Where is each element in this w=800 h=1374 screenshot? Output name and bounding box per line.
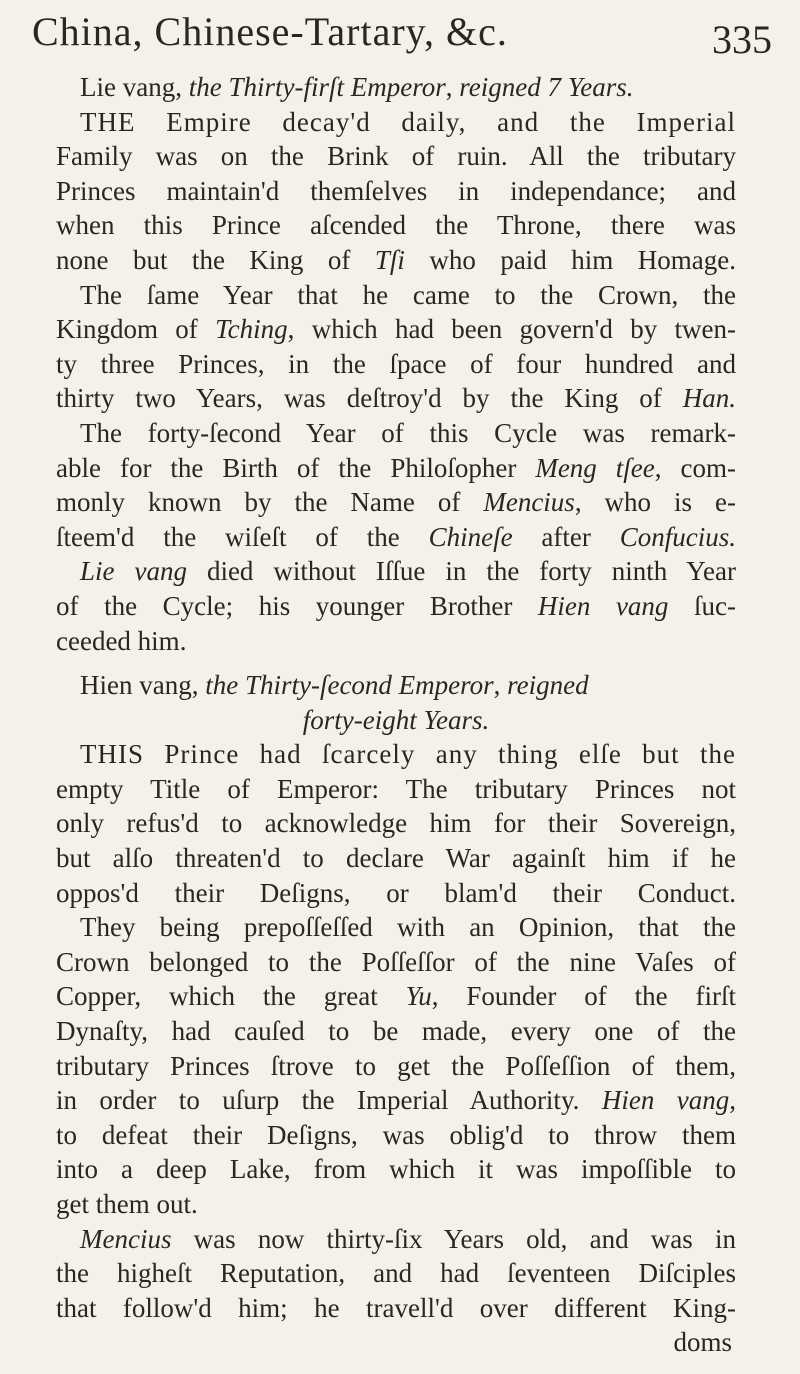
text-line: Copper, which the great Yu, Founder of the firſt — [56, 981, 736, 1012]
text-line: Crown belonged to the Poſſeſſor of the nine Vaſes of — [56, 946, 736, 977]
text-line: Lie vang died without Iſſue in the forty ninth Year — [80, 556, 736, 587]
text-line: get them out. — [56, 1189, 198, 1219]
text-line: THIS Prince had ſcarcely any thing elſe but the — [80, 739, 736, 770]
text-line: Mencius was now thirty-ſix Years old, and was in — [80, 1223, 736, 1254]
text-line: The ſame Year that he came to the Crown, the — [80, 279, 736, 310]
text-line: ceeded him. — [56, 625, 187, 656]
text-line: of the Cycle; his younger Brother Hien vang ſuc- — [56, 590, 736, 621]
text-line: monly known by the Name of Mencius, who is e- — [56, 487, 736, 518]
text-line: oppos'd their Deſigns, or blam'd their Conduct. — [56, 877, 736, 908]
text-line: only refus'd to acknowledge him for their Sovereign, — [56, 808, 736, 839]
running-head — [32, 8, 772, 68]
catchword: doms — [673, 1327, 732, 1358]
text-line: Kingdom of Tching, which had been govern'd by twen- — [56, 314, 736, 345]
text-line: Family was on the Brink of ruin. All the tributary — [56, 141, 736, 172]
text-line: able for the Birth of the Philoſopher Meng tſee, com- — [56, 452, 736, 483]
text-line: ty three Princes, in the ſpace of four hundred and — [56, 348, 736, 379]
text-line: that follow'd him; he travell'd over different King- — [56, 1292, 736, 1323]
text-line: tributary Princes ſtrove to get the Poſſeſſion of them, — [56, 1050, 736, 1081]
running-head-title: China, Chinese-Tartary, &c. — [32, 9, 508, 54]
text-line: empty Title of Emperor: The tributary Princes not — [56, 773, 736, 804]
text-line: in order to uſurp the Imperial Authority. Hien vang, — [56, 1085, 736, 1116]
text-line: into a deep Lake, from which it was impoſſible to — [56, 1154, 736, 1185]
text-line: when this Prince aſcended the Throne, there was — [56, 210, 736, 241]
text-line: Princes maintain'd themſelves in independance; and — [56, 175, 736, 206]
text-line: ſteem'd the wiſeſt of the Chineſe after Confucius. — [56, 521, 736, 552]
text-line: thirty two Years, was deſtroy'd by the King of Han. — [56, 383, 736, 414]
reign-heading-hien-vang: Hien vang, the Thirty-ſecond Emperor, reigned — [80, 670, 589, 701]
text-line: They being prepoſſeſſed with an Opinion, that the — [80, 912, 736, 943]
body-text — [56, 70, 736, 1360]
text-line: The forty-ſecond Year of this Cycle was remark- — [80, 417, 736, 448]
text-line: none but the King of Tſi who paid him Homage. — [56, 244, 736, 275]
reign-heading-hien-vang-cont: forty-eight Years. — [302, 704, 490, 735]
text-line: THE Empire decay'd daily, and the Imperial — [80, 106, 736, 137]
text-line: but alſo threaten'd to declare War againſt him if he — [56, 843, 736, 874]
text-line: Dynaſty, had cauſed to be made, every one of the — [56, 1016, 736, 1047]
text-line: to defeat their Deſigns, was oblig'd to throw them — [56, 1119, 736, 1150]
reign-heading-lie-vang: Lie vang, the Thirty-firſt Emperor, reigned 7 Years. — [80, 72, 634, 102]
text-line: the higheſt Reputation, and had ſeventeen Diſciples — [56, 1258, 736, 1289]
page-number: 335 — [712, 17, 772, 62]
